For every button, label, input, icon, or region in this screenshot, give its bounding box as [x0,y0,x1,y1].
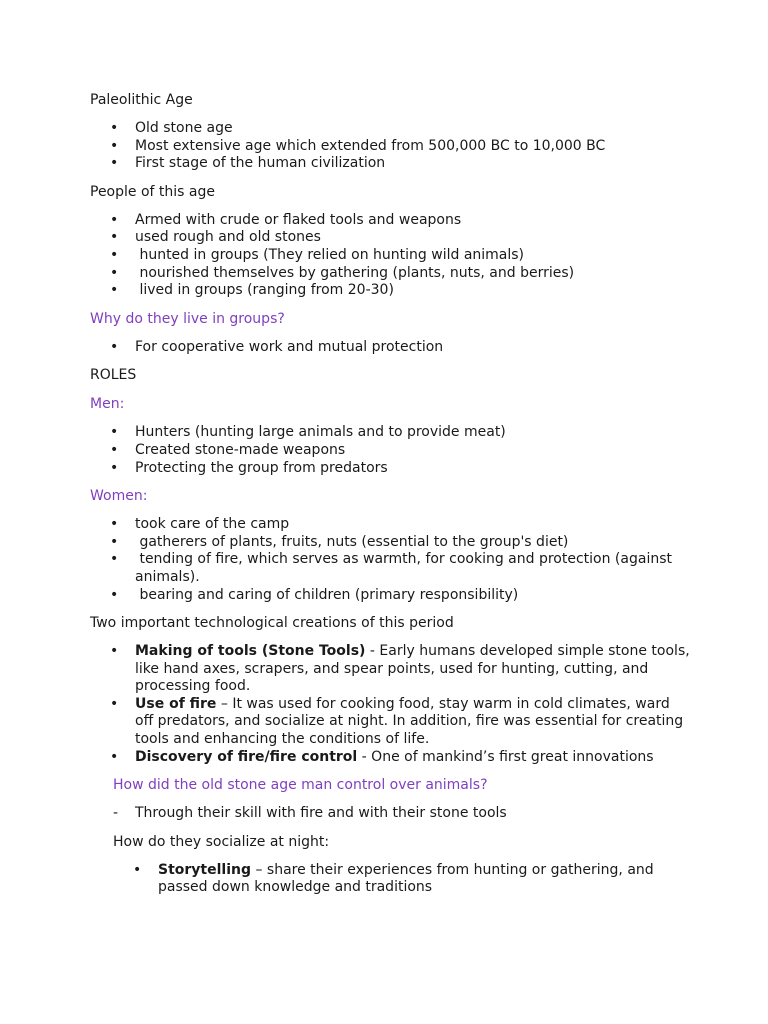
list-item: • bearing and caring of children (primary responsibility) [110,586,519,603]
list-item: • Armed with crude or flaked tools and weapons [110,211,462,228]
list-item: • Use of fire – It was used for cooking food, stay warm in cold climates, ward off predators, and socialize at night. In addition, fire was essential for creating tools and enhancing the conditions of life. [110,695,684,748]
list-item: • tending of fire, which serves as warmth, for cooking and protection (against animals). [110,551,677,585]
list-item: • Created stone-made weapons [110,441,346,458]
list-socialize [113,862,690,897]
list-item: • Protecting the group from predators [110,459,388,476]
bullet-icon: • [110,748,119,765]
question-groups: Why do they live in groups? [90,310,285,327]
list-item: • Most extensive age which extended from 500,000 BC to 10,000 BC [110,137,606,154]
list-men [90,424,690,477]
bullet-icon: • [110,229,119,246]
list-groups [90,339,690,357]
question-control: How did the old stone age man control over animals? [113,777,488,794]
list-women [90,516,690,604]
list-item: • used rough and old stones [110,229,321,246]
bullet-icon: • [110,441,119,458]
list-item: - Through their skill with fire and with their stone tools [113,805,507,822]
list-item: • nourished themselves by gathering (plants, nuts, and berries) [110,264,575,281]
bullet-icon: • [110,338,119,355]
heading-people: People of this age [90,183,215,200]
list-item: • gatherers of plants, fruits, nuts (essential to the group's diet) [110,533,569,550]
heading-men: Men: [90,396,125,413]
heading-women: Women: [90,488,148,505]
list-control [113,805,690,823]
bullet-icon: • [110,282,119,299]
list-item: • lived in groups (ranging from 20-30) [110,282,394,299]
heading-paleolithic: Paleolithic Age [90,92,193,108]
bullet-icon: • [110,695,119,712]
bullet-icon: • [110,459,119,476]
bullet-icon: • [110,264,119,281]
list-people [90,212,690,300]
list-item: • For cooperative work and mutual protection [110,338,444,355]
list-item: • took care of the camp [110,516,290,533]
bullet-icon: • [110,211,119,228]
bullet-icon: • [110,533,119,550]
bullet-icon: • [110,516,119,533]
bullet-icon: • [133,861,142,878]
heading-tech: Two important technological creations of this period [90,615,454,632]
bullet-icon: • [110,155,119,172]
bullet-icon: • [110,586,119,603]
list-paleolithic [90,120,690,173]
heading-roles: ROLES [90,367,137,384]
list-item: • Hunters (hunting large animals and to provide meat) [110,424,506,441]
bullet-icon: • [110,424,119,441]
list-item: • First stage of the human civilization [110,155,386,172]
bullet-icon: • [110,137,119,154]
indented-section [113,776,690,897]
bullet-icon: • [110,551,119,568]
bullet-icon: • [110,643,119,660]
dash-icon: - [113,805,119,822]
list-item: • Old stone age [110,120,233,136]
list-item: • Discovery of fire/fire control - One of mankind’s first great innovations [110,748,654,765]
bullet-icon: • [110,246,119,263]
list-item: • hunted in groups (They relied on hunting wild animals) [110,246,525,263]
question-socialize: How do they socialize at night: [113,833,330,850]
list-tech [90,643,690,766]
list-item: • Making of tools (Stone Tools) - Early humans developed simple stone tools, like hand axes, scrapers, and spear points, used for hunting, cutting, and processing food. [110,643,690,695]
document-page [90,91,690,907]
list-item: • Storytelling – share their experiences from hunting or gathering, and passed down knowledge and traditions [133,861,654,896]
bullet-icon: • [110,120,119,136]
